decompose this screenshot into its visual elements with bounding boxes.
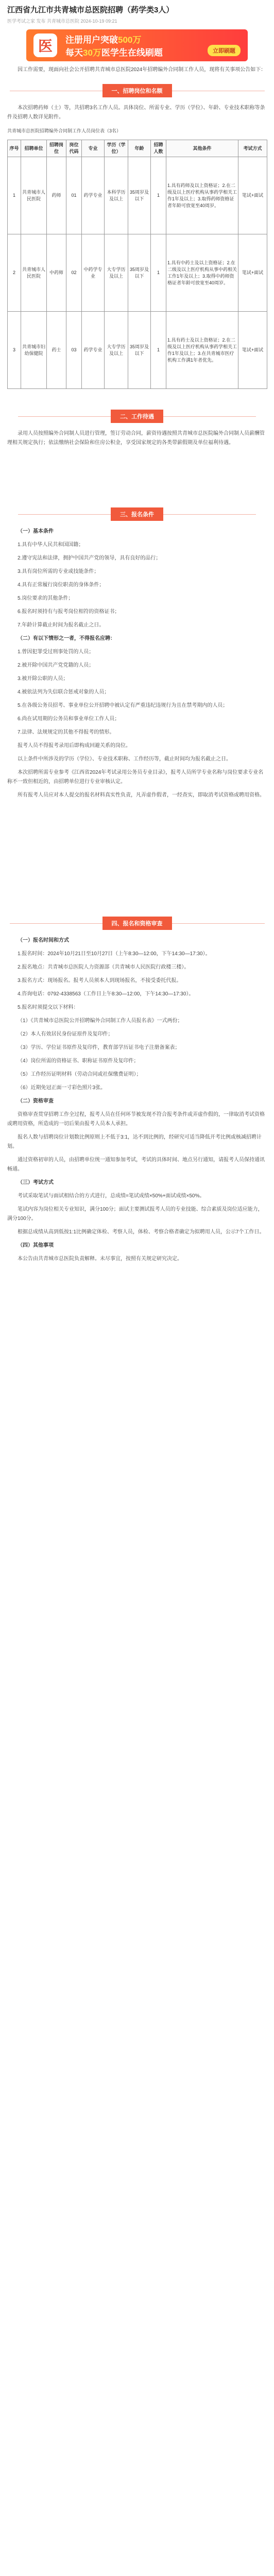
table-row <box>8 312 267 389</box>
registration-item: （1）《共青城市总医院公开招聘编外合同制工作人员报名表》一式两份； <box>18 1018 183 1024</box>
restriction-item: 7.法律、法规规定的其他不得报考的情形。 <box>18 730 115 735</box>
table-cell: 共青城市人民医院 <box>21 234 47 312</box>
banner-line2-text: 每天 <box>65 48 83 58</box>
condition-item: 4.具有正常履行岗位职责的身体条件； <box>18 582 105 588</box>
table-cell: 02 <box>66 234 82 312</box>
table-cell: 01 <box>66 157 82 234</box>
col-header: 招聘人数 <box>151 140 166 157</box>
table-cell: 大专学历及以上 <box>105 234 128 312</box>
restriction-item: 6.尚在试用期的公务员和事业单位工作人员； <box>18 716 120 722</box>
registration-item: 2.报名地点：共青城市总医院人力资源部（共青城市人民医院行政楼三楼）。 <box>18 964 190 970</box>
table-cell: 1.具有药士及以上资格证；2.在二级及以上医疗机构从事药学相关工作1年及以上；3.在共青城市医疗机构工作满1年者优先。 <box>166 312 238 389</box>
section-header-registration: 四、报名和资格审查 <box>7 917 267 930</box>
table-cell: 药学专业 <box>82 157 105 234</box>
note-paragraph: 报考人员不得报考录用后即构成回避关系的岗位。 <box>18 743 131 749</box>
registration-item: （6）近期免冠正面一寸彩色照片3张。 <box>18 1085 106 1091</box>
table-cell: 中药学专业 <box>82 234 105 312</box>
restriction-item: 2.被开除中国共产党党籍的人员； <box>18 663 94 668</box>
table-caption: 共青城市总医院招聘编外合同制工作人员岗位表（3名） <box>7 128 122 133</box>
table-cell: 35周岁及以下 <box>128 234 151 312</box>
restriction-item: 4.被依法列为失信联合惩戒对象的人员； <box>18 689 110 695</box>
review-paragraph: 资格审查贯穿招聘工作全过程，报考人员在任何环节被发现不符合报考条件或弄虚作假的，一律取消考试资格或聘用资格，所造成的一切后果由报考人员本人承担。 <box>7 1112 265 1127</box>
banner-line2-suffix: 医学生在线刷题 <box>101 48 163 58</box>
table-cell: 大专学历及以上 <box>105 312 128 389</box>
condition-item: 2.遵守宪法和法律，拥护中国共产党的领导，具有良好的品行； <box>18 555 161 561</box>
app-logo-icon: 医 <box>33 33 57 57</box>
col-header: 序号 <box>8 140 21 157</box>
table-cell: 药师 <box>47 157 66 234</box>
condition-item: 1.具有中华人民共和国国籍； <box>18 542 84 548</box>
table-cell: 1 <box>8 157 21 234</box>
registration-item: （4）岗位所需的资格证书、职称证书原件及复印件； <box>18 1058 139 1064</box>
note-paragraph: 本次招聘所需专业参考《江西省2024年考试录用公务员专业目录》，报考人员所学专业名称与岗位要求专业名称不一致但相近的，由招聘单位进行专业审核认定。 <box>7 770 264 785</box>
conditions-subheading: （一）基本条件 <box>18 529 54 534</box>
registration-item: （2）本人有效居民身份证原件及复印件； <box>18 1031 113 1037</box>
banner-line1-highlight: 500万 <box>118 35 142 45</box>
table-cell: 03 <box>66 312 82 389</box>
registration-item: （3）学历、学位证书原件及复印件，教育部学历证书电子注册备案表； <box>18 1045 180 1050</box>
table-cell: 1.具有中药士及以上资格证；2.在二级及以上医疗机构从事中药相关工作1年及以上；3.取得中药师资格证者年龄可放宽至40周岁。 <box>166 234 238 312</box>
table-cell: 35周岁及以下 <box>128 157 151 234</box>
exam-paragraph: 考试采取笔试与面试相结合的方式进行，总成绩=笔试成绩×50%+面试成绩×50%。 <box>18 1193 205 1199</box>
col-header: 年龄 <box>128 140 151 157</box>
table-row <box>8 234 267 312</box>
registration-item: （5）工作经历证明材料（劳动合同或社保缴费证明）； <box>18 1072 142 1077</box>
table-cell: 本科学历及以上 <box>105 157 128 234</box>
table-cell: 1 <box>151 234 166 312</box>
restriction-item: 5.在各级公务员招考、事业单位公开招聘中被认定有严重违纪违规行为且在禁考期内的人员； <box>18 703 228 708</box>
review-paragraph: 通过资格初审的人员，由招聘单位统一通知参加考试，考试的具体时间、地点另行通知，请报考人员保持通讯畅通。 <box>7 1157 265 1172</box>
exam-subheading: （三）考试方式 <box>18 1180 54 1185</box>
exam-paragraph: 根据总成绩从高到低按1:1比例确定体检、考察人员，体检、考察合格者确定为拟聘用人员，公示7个工作日。 <box>18 1229 265 1235</box>
other-paragraph: 本公告由共青城市总医院负责解释。未尽事宜，按照有关规定研究决定。 <box>18 1256 182 1262</box>
banner-line2-highlight: 30万 <box>83 48 101 58</box>
article-meta: 医学考试之家 发布 共青城市总医院 2024-10-19 09:21 <box>7 19 117 24</box>
exam-paragraph: 笔试内容为岗位相关专业知识，满分100分；面试主要测试报考人员的专业技能、综合素质及岗位适应能力，满分100分。 <box>7 1207 263 1222</box>
col-header: 招聘单位 <box>21 140 47 157</box>
article-title: 江西省九江市共青城市总医院招聘（药学类3人） <box>7 6 174 14</box>
restriction-item: 3.被开除公职的人员； <box>18 676 68 682</box>
registration-item: 4.咨询电话：0792-4338563（工作日上午8:30—12:00，下午14:30—17:30）。 <box>18 991 194 997</box>
table-cell: 笔试+面试 <box>238 234 267 312</box>
positions-table <box>7 140 267 389</box>
table-cell: 药士 <box>47 312 66 389</box>
table-header-row <box>8 140 267 157</box>
col-header: 其他条件 <box>166 140 238 157</box>
table-cell: 1 <box>151 312 166 389</box>
table-cell: 35周岁及以下 <box>128 312 151 389</box>
note-paragraph: 所有报考人员应对本人提交的报名材料真实性负责，凡弄虚作假者，一经查实，即取消考试资格或聘用资格。 <box>18 792 265 798</box>
table-cell: 1 <box>151 157 166 234</box>
col-header: 考试方式 <box>238 140 267 157</box>
section-header-pay: 二、工作待遇 <box>7 410 267 423</box>
registration-item: 3.报名方式：现场报名。报考人员须本人到现场报名，不接受委托代报。 <box>18 978 182 984</box>
pay-paragraph: 录用人员按照编外合同制人员进行管理，签订劳动合同，薪资待遇按照共青城市总医院编外合同制人员薪酬管理相关规定执行；依法缴纳社会保险和住房公积金，享受国家规定的各类带薪假期及单位福利待遇。 <box>7 431 265 446</box>
registration-item: 1.报名时间：2024年10月21日至10月27日（上午8:30—12:00，下午14:30—17:30）。 <box>18 951 211 957</box>
table-cell: 2 <box>8 234 21 312</box>
positions-paragraph: 本次招聘药师（士）等，共招聘3名工作人员。具体岗位、所需专业、学历（学位）、年龄、专业技术职称等条件及招聘人数详见附件。 <box>7 105 265 120</box>
condition-item: 5.岗位要求的其他条件； <box>18 596 74 601</box>
registration-item: 5.报名时须提交以下材料： <box>18 1005 79 1010</box>
section-header-conditions: 三、报名条件 <box>7 507 267 521</box>
table-cell: 药学专业 <box>82 312 105 389</box>
promo-banner[interactable] <box>26 29 248 61</box>
restriction-item: 1.曾因犯罪受过刑事处罚的人员； <box>18 649 94 655</box>
col-header: 专业 <box>82 140 105 157</box>
note-paragraph: 以上条件中所涉及的学历（学位）、专业技术职称、工作经历等，截止时间均为报名截止之日。 <box>18 756 231 762</box>
table-cell: 笔试+面试 <box>238 312 267 389</box>
other-subheading: （四）其他事项 <box>18 1243 54 1248</box>
practice-button[interactable]: 立即刷题 <box>208 45 241 56</box>
table-row <box>8 157 267 234</box>
col-header: 招聘岗位 <box>47 140 66 157</box>
table-cell: 笔试+面试 <box>238 157 267 234</box>
banner-line1-text: 注册用户突破 <box>65 35 118 45</box>
table-cell: 1.具有药师及以上资格证；2.在二级及以上医疗机构从事药学相关工作1年及以上；3.取得药师资格证者年龄可放宽至40周岁。 <box>166 157 238 234</box>
review-paragraph: 报名人数与招聘岗位计划数比例原则上不低于3:1，达不到比例的，经研究可适当降低开考比例或核减招聘计划。 <box>7 1134 262 1149</box>
table-cell: 共青城市妇幼保健院 <box>21 312 47 389</box>
table-cell: 3 <box>8 312 21 389</box>
registration-subheading: （一）报名时间和方式 <box>18 938 69 943</box>
condition-item: 7.年龄计算截止时间为报名截止之日。 <box>18 622 105 628</box>
col-header: 岗位代码 <box>66 140 82 157</box>
review-subheading: （二）资格审查 <box>18 1098 54 1104</box>
table-cell: 中药师 <box>47 234 66 312</box>
condition-item: 3.具有岗位所需的专业或技能条件； <box>18 569 99 574</box>
table-cell: 共青城市人民医院 <box>21 157 47 234</box>
condition-item: 6.报名时须持有与报考岗位相符的资格证书； <box>18 609 120 615</box>
restrictions-subheading: （二）有以下情形之一者，不得报名应聘： <box>18 636 115 641</box>
section-header-positions: 一、招聘岗位和名额 <box>7 84 267 97</box>
intro-paragraph: 因工作需要，现面向社会公开招聘共青城市总医院2024年招聘编外合同制工作人员，现将有关事项公告如下： <box>18 67 266 73</box>
col-header: 学历（学位） <box>105 140 128 157</box>
